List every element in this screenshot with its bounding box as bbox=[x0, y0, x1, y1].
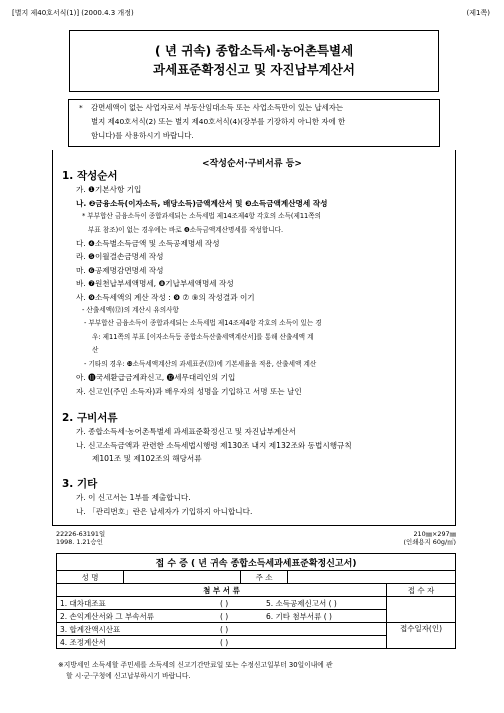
notice-line-1: 감면세액이 없는 사업자로서 부동산임대소득 또는 사업소득만이 있는 납세자는 bbox=[91, 103, 344, 112]
misc-line: 나. 「관리번호」란은 납세자가 기입하지 아니합니다. bbox=[76, 506, 253, 516]
doc-item-4: 4. 조정계산서 bbox=[57, 636, 217, 649]
doc-line: 가. 종합소득세·농어촌특별세 과세표준확정신고 및 자진납부계산서 bbox=[76, 427, 296, 437]
bottom-note-line-1: ※지방세인 소득세할 주민세를 소득세의 신고기간만료일 또는 수정신고일부터 30일이내에 관 bbox=[58, 661, 333, 669]
step-line: 가. ❶기본사항 기입 bbox=[76, 185, 142, 195]
star-icon: * bbox=[79, 103, 83, 112]
doc-item-5: 5. 소득공제신고서 ( ) bbox=[263, 597, 387, 610]
receipt-title: 접 수 증 ( 년 귀속 종합소득세과세표준확정신고서) bbox=[57, 554, 456, 571]
notice-box bbox=[68, 99, 440, 147]
section-2 bbox=[62, 412, 452, 466]
misc-line: 가. 이 신고서는 1부를 제출합니다. bbox=[76, 493, 191, 503]
doc-item-6: 6. 기타 첨부서류 ( ) bbox=[263, 610, 387, 623]
doc-item-2: 2. 손익계산서와 그 부속서류 bbox=[57, 610, 217, 623]
address-field[interactable] bbox=[288, 571, 456, 584]
doc-item-4-count: ( ) bbox=[217, 636, 263, 649]
step-line: - 부부합산 금융소득이 종합과세되는 소득세법 제14조제4항 각호의 소득이 있는 경 bbox=[84, 319, 322, 328]
notice-line-2: 별지 제40호서식(2) 또는 별지 제40호서식(4)(장부를 기장하지 아니한 자에 한 bbox=[91, 117, 346, 126]
notice-line-3: 함니다)를 사용하시기 바랍니다. bbox=[91, 131, 194, 140]
section-3 bbox=[62, 478, 452, 518]
section-1 bbox=[62, 170, 452, 398]
address-label: 주 소 bbox=[241, 571, 288, 584]
empty-cell bbox=[263, 636, 387, 649]
receipt-table bbox=[56, 553, 456, 584]
doc-line: 나. 신고소득금액과 관련한 소득세법시행령 제130조 내지 제132조와 동법시행규칙 bbox=[76, 440, 352, 450]
approval-date: 1998. 1.21승인 bbox=[56, 538, 103, 546]
print-info-left bbox=[56, 530, 105, 546]
doc-item-3: 3. 합계잔액시산표 bbox=[57, 623, 217, 636]
step-line: 아. ⓫국세환급금계좌신고, ⓬세무대리인의 기입 bbox=[76, 373, 236, 383]
receiver-label: 접 수 자 bbox=[387, 584, 456, 597]
bottom-note bbox=[58, 660, 458, 682]
doc-line: 제101조 및 제102조의 해당서류 bbox=[92, 454, 202, 464]
print-code: 22226-63191일 bbox=[56, 530, 106, 538]
title-line-2: 과세표준확정신고 및 자진납부계산서 bbox=[153, 62, 355, 77]
step-line: 사. ❾소득세액의 계산 작성 : ❾ ⑦ ⑨의 작성결과 이기 bbox=[76, 292, 255, 302]
step-line: 산 bbox=[92, 346, 99, 355]
bottom-note-line-2: 할 시·군·구청에 신고납부하시기 바랍니다. bbox=[66, 672, 191, 680]
doc-item-2-count: ( ) bbox=[217, 610, 263, 623]
step-line: 부표 참조)이 없는 경우에는 바로 ❹소득금액계산명세를 작성합니다. bbox=[88, 225, 284, 234]
step-line: 나. ❷금융소득(이자소득, 배당소득)금액계산서 및 ❸소득금액계산명세 작성 bbox=[76, 198, 328, 208]
doc-item-3-count: ( ) bbox=[217, 623, 263, 636]
step-line: 바. ❼원천납부세액명세, ❽기납부세액명세 작성 bbox=[76, 279, 234, 289]
name-field[interactable] bbox=[124, 571, 241, 584]
page-number: (제1쪽) bbox=[466, 9, 490, 17]
form-number: [별지 제40호서식(1)] (2000.4.3 개정) bbox=[12, 9, 134, 17]
name-label: 성 명 bbox=[57, 571, 124, 584]
doc-item-1-count: ( ) bbox=[217, 597, 263, 610]
paper-weight: (인쇄용지 60g/㎡) bbox=[403, 538, 456, 546]
step-line: 라. ❺이월결손금명세 작성 bbox=[76, 252, 164, 262]
empty-cell bbox=[263, 623, 387, 636]
doc-item-1: 1. 대차대조표 bbox=[57, 597, 217, 610]
print-info-right bbox=[404, 530, 456, 546]
step-line: - 산출세액(⑫)의 계산시 유의사항 bbox=[82, 306, 179, 315]
step-line: 다. ❹소득별소득금액 및 소득공제명세 작성 bbox=[76, 239, 220, 249]
attachment-table bbox=[56, 583, 456, 649]
guide-heading: <작성순서·구비서류 등> bbox=[202, 159, 302, 169]
section-3-title: 3. 기타 bbox=[62, 478, 98, 490]
attachments-heading: 첨 부 서 류 bbox=[57, 584, 387, 597]
section-1-title: 1. 작성순서 bbox=[62, 170, 118, 182]
paper-size: 210㎜×297㎜ bbox=[413, 530, 456, 538]
step-line: 마. ❻공제명감면명세 작성 bbox=[76, 265, 164, 275]
step-line: - 기타의 경우: ❿소득세액계산의 과세표준(⑫)에 기본세율을 적용, 산출세액 계산 bbox=[84, 359, 317, 368]
section-2-title: 2. 구비서류 bbox=[62, 412, 118, 424]
form-title bbox=[69, 30, 439, 92]
receiver-field[interactable] bbox=[387, 597, 456, 623]
step-line: * 부부합산 금융소득이 종합과세되는 소득세법 제14조제4항 각호의 소득(제11쪽의 bbox=[82, 212, 321, 221]
step-line: 자. 신고인(주민 소득자)과 배우자의 성명을 기입하고 서명 또는 날인 bbox=[76, 386, 302, 396]
receipt-date-label: 접수일자(인) bbox=[387, 623, 456, 649]
step-line: 우: 제11쪽의 부표 [이자소득등 종합소득산출세액계산서]를 통해 산출세액 계 bbox=[92, 332, 314, 341]
title-line-1: ( 년 귀속) 종합소득세·농어촌특별세 bbox=[154, 43, 354, 58]
